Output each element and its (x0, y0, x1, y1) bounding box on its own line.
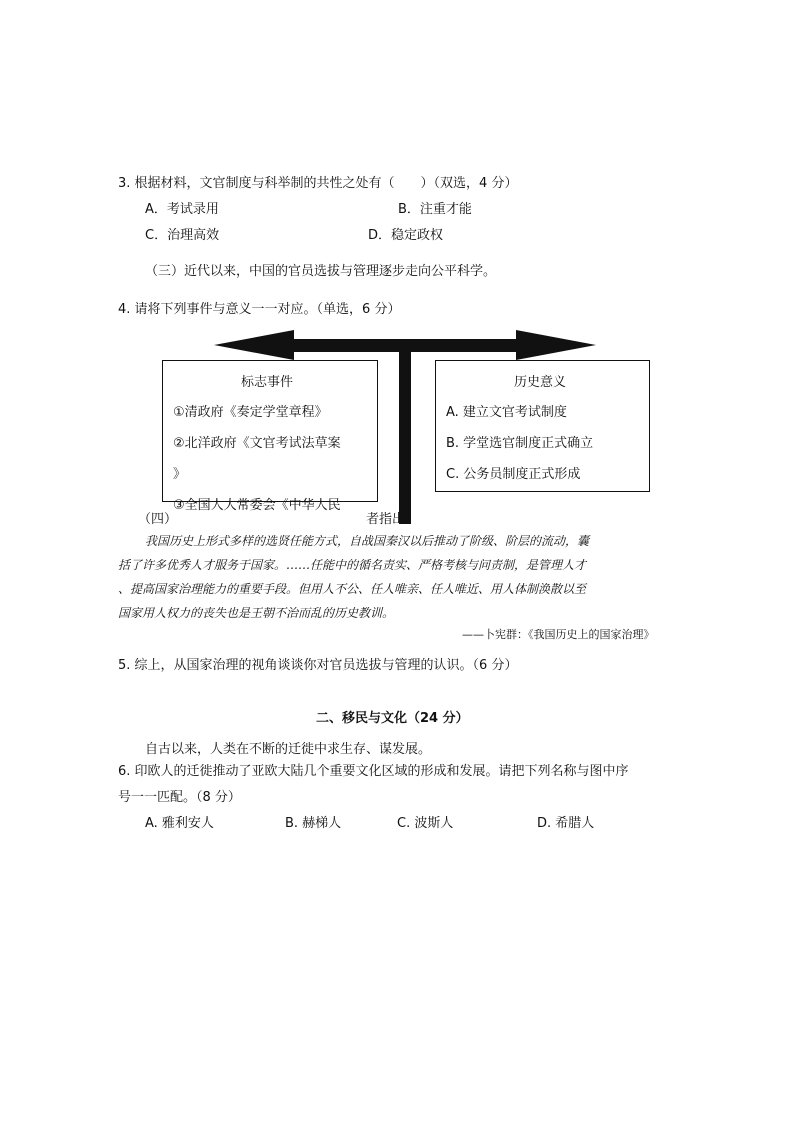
q6-question-line1: 6. 印欧人的迁徙推动了亚欧大陆几个重要文化区域的形成和发展。请把下列名称与图中序 (118, 764, 629, 779)
q6-option-c: C. 波斯人 (397, 816, 454, 831)
q3-question: 3. 根据材料，文官制度与科举制的共性之处有（ ）（双选，4 分） (118, 176, 518, 191)
significance-item: B. 学堂选官制度正式确立 (446, 436, 594, 451)
events-box-title: 标志事件 (241, 375, 294, 390)
event-item: 》 (173, 467, 187, 482)
q6-option-b: B. 赫梯人 (285, 816, 342, 831)
section4-intro-left: （四） (138, 512, 178, 527)
event-item: ①清政府《奏定学堂章程》 (173, 405, 328, 420)
part2-intro: 自古以来，人类在不断的迁徙中求生存、谋发展。 (145, 742, 432, 757)
material-line: 国家用人权力的丧失也是王朝不治而乱的历史教训。 (118, 606, 395, 620)
significance-item: A. 建立文官考试制度 (446, 405, 567, 420)
section4-intro-right: 者指出： (366, 512, 419, 527)
significance-item: C. 公务员制度正式形成 (446, 467, 581, 482)
q3-option-a: A．考试录用 (145, 202, 219, 217)
part2-title: 二、移民与文化（24 分） (316, 711, 469, 726)
q6-option-d: D. 希腊人 (537, 816, 595, 831)
section3-intro: （三）近代以来，中国的官员选拔与管理逐步走向公平科学。 (145, 264, 497, 279)
q5-question: 5. 综上，从国家治理的视角谈谈你对官员选拔与管理的认识。（6 分） (118, 658, 518, 673)
material-line: 括了许多优秀人才服务于国家。……任能中的循名责实、严格考核与问责制，是管理人才 (118, 558, 587, 572)
t-stem-bar (399, 350, 411, 524)
q4-question: 4. 请将下列事件与意义一一对应。（单选，6 分） (118, 302, 401, 317)
event-item: ③全国人大常委会《中华人民 (173, 498, 341, 513)
material-line: 、提高国家治理能力的重要手段。但用人不公、任人唯亲、任人唯近、用人体制涣散以至 (118, 582, 587, 596)
q3-option-c: C．治理高效 (145, 228, 220, 243)
material-line: 我国历史上形式多样的选贤任能方式，自战国秦汉以后推动了阶级、阶层的流动，囊 (145, 534, 590, 548)
event-item: ②北洋政府《文官考试法草案 (173, 436, 341, 451)
material-source: ——卜宪群：《我国历史上的国家治理》 (462, 628, 655, 641)
significance-box-title: 历史意义 (514, 375, 567, 390)
q3-option-b: B．注重才能 (398, 202, 472, 217)
q6-option-a: A. 雅利安人 (145, 816, 214, 831)
q6-question-line2: 号一一匹配。（8 分） (118, 790, 241, 805)
q3-option-d: D．稳定政权 (368, 228, 444, 243)
